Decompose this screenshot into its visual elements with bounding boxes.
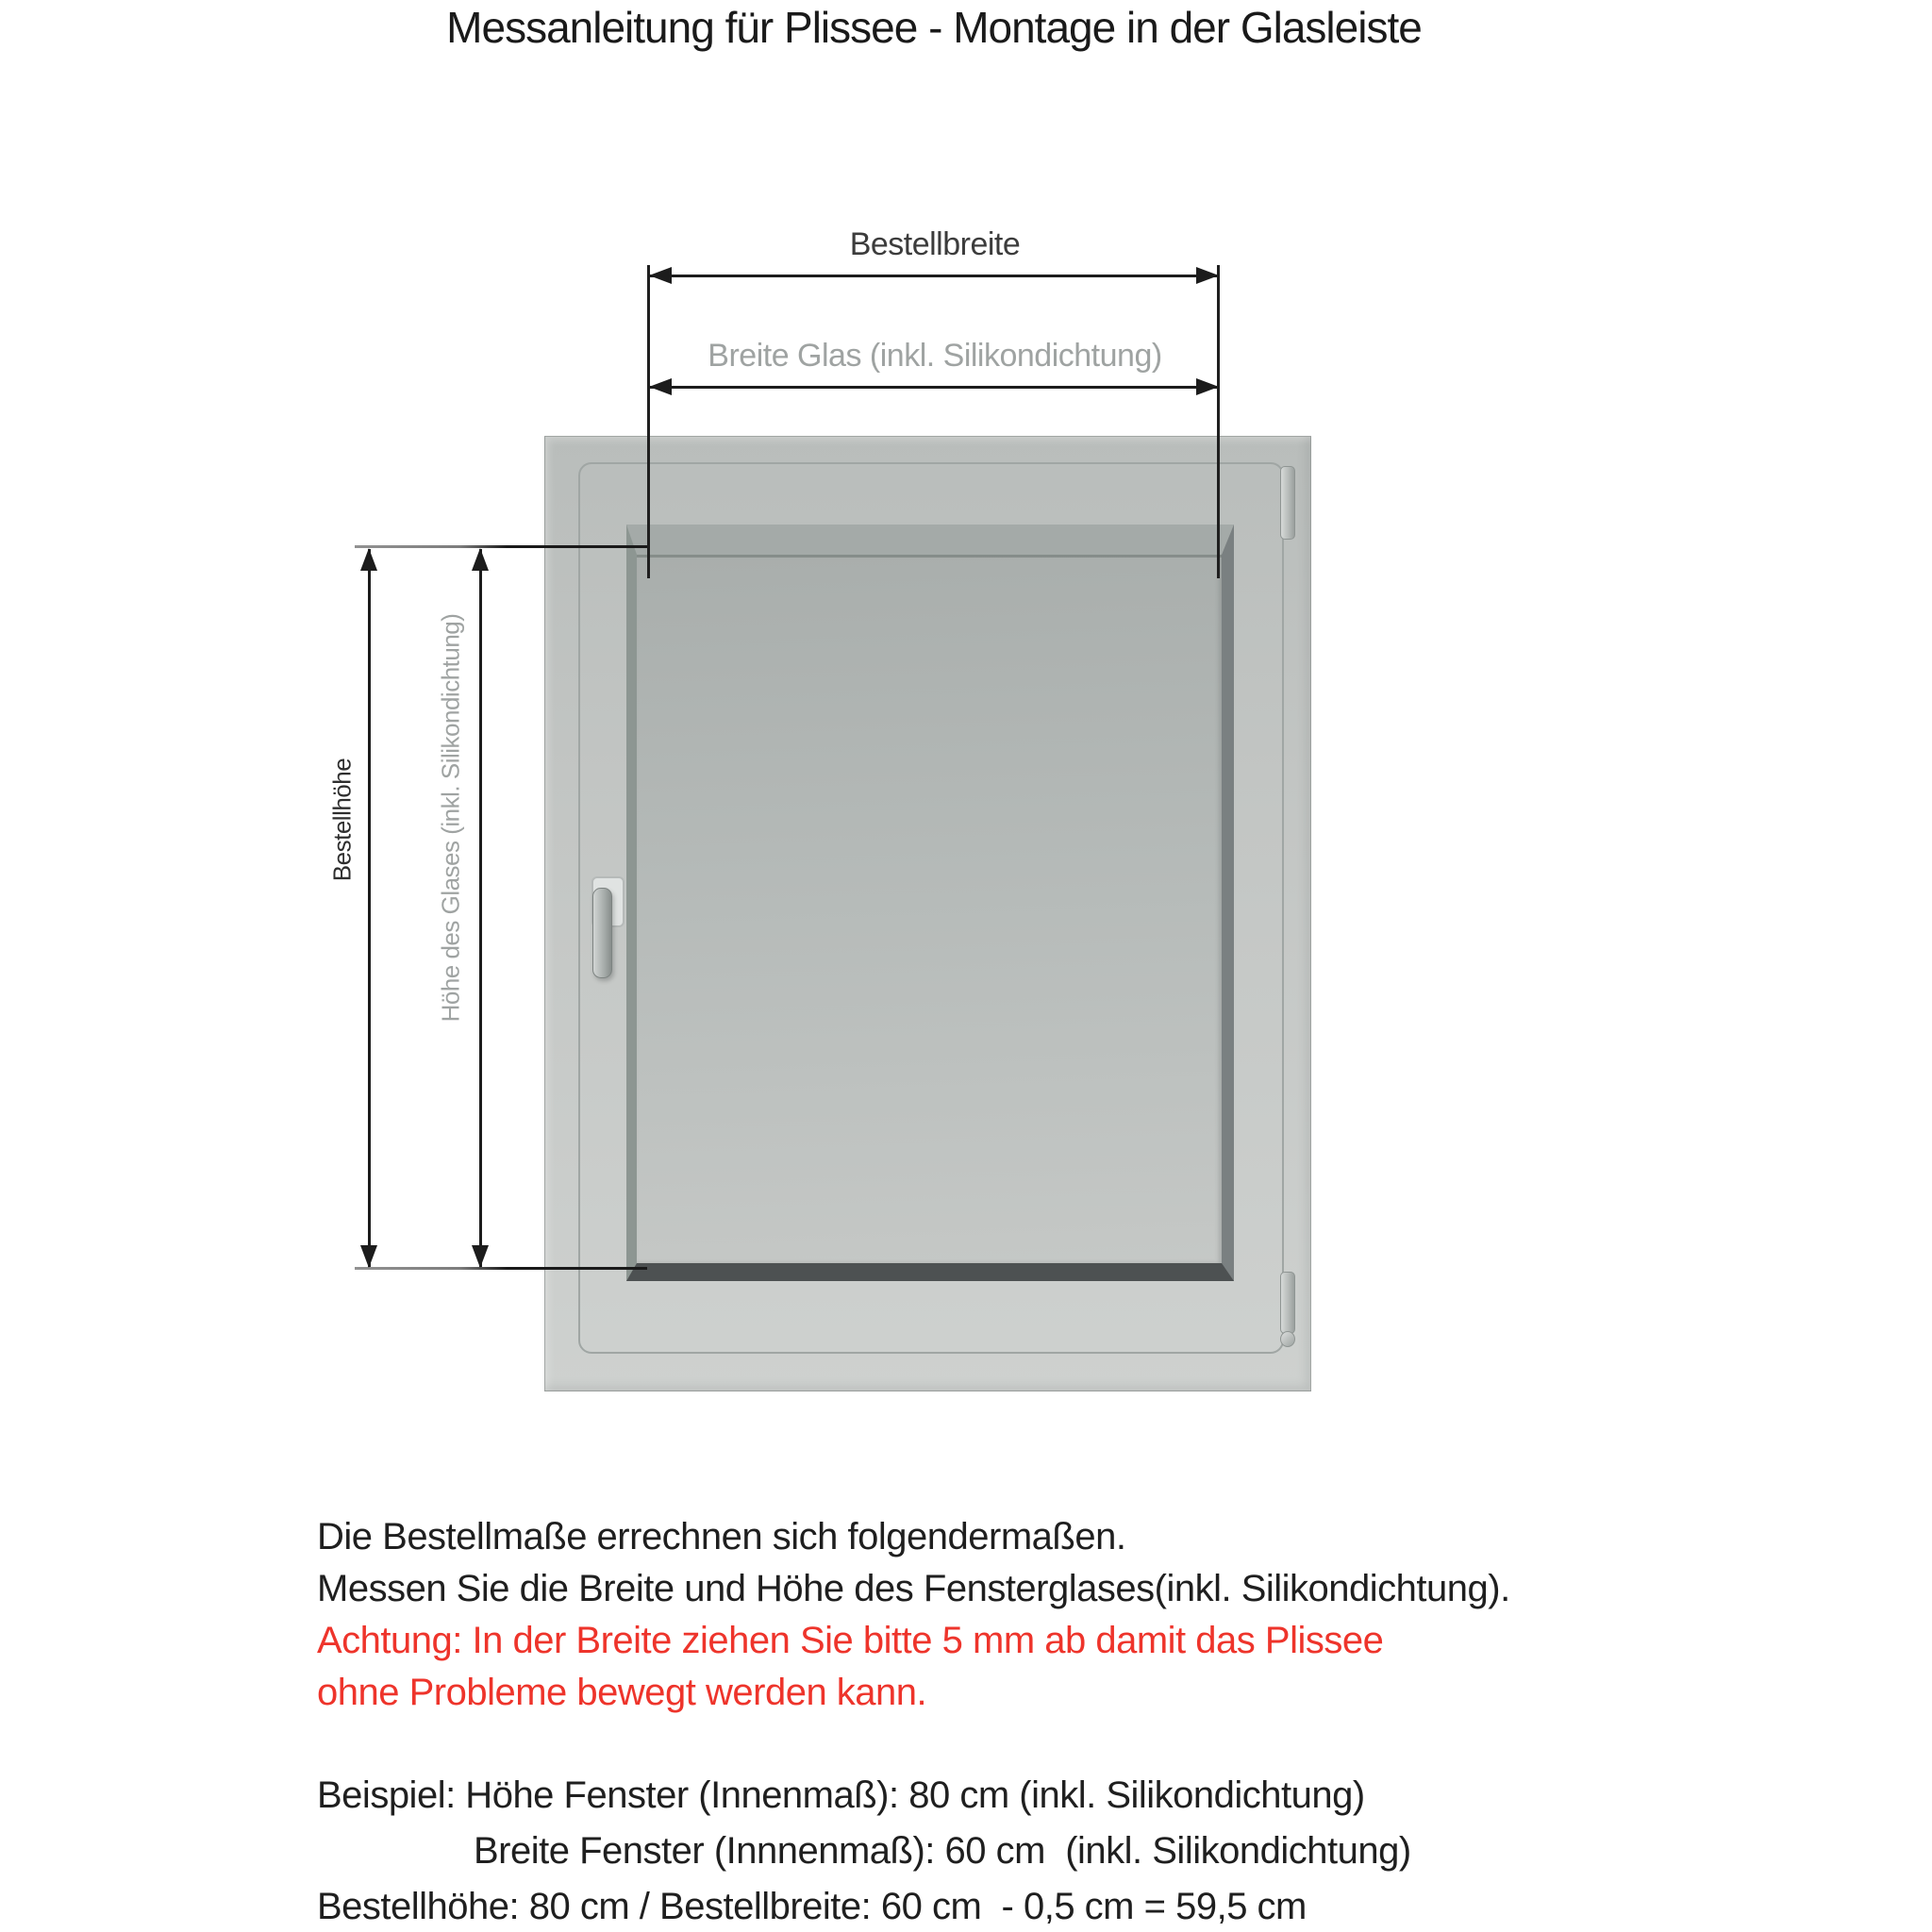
height-extension-line-top bbox=[355, 545, 647, 548]
hinge-bottom-cap bbox=[1280, 1331, 1295, 1347]
example-line: Beispiel: Höhe Fenster (Innenmaß): 80 cm (inkl. Silikondichtung) bbox=[317, 1774, 1365, 1816]
hinge-top bbox=[1280, 466, 1295, 540]
glass-height-dimension-line bbox=[479, 549, 482, 1267]
warning-line: Achtung: In der Breite ziehen Sie bitte 5 mm ab damit das Plissee bbox=[317, 1620, 1384, 1661]
hinge-bottom bbox=[1280, 1272, 1295, 1334]
window-handle bbox=[592, 888, 612, 978]
arrowhead-down-icon bbox=[472, 1245, 489, 1268]
instruction-line: Die Bestellmaße errechnen sich folgendermaßen. bbox=[317, 1516, 1126, 1557]
glass-width-label: Breite Glas (inkl. Silikondichtung) bbox=[708, 338, 1162, 374]
order-width-dimension-line bbox=[650, 275, 1218, 277]
width-extension-line-left bbox=[647, 265, 650, 578]
order-width-label: Bestellbreite bbox=[849, 226, 1021, 262]
arrowhead-right-icon bbox=[1196, 378, 1219, 395]
arrowhead-left-icon bbox=[649, 378, 672, 395]
example-line: Bestellhöhe: 80 cm / Bestellbreite: 60 cm - 0,5 cm = 59,5 cm bbox=[317, 1886, 1307, 1927]
arrowhead-down-icon bbox=[360, 1245, 377, 1268]
instruction-line: Messen Sie die Breite und Höhe des Fensterglases(inkl. Silikondichtung). bbox=[317, 1568, 1510, 1609]
instructions-block bbox=[317, 1511, 1732, 1719]
page-title: Messanleitung für Plissee - Montage in der Glasleiste bbox=[446, 3, 1422, 52]
arrowhead-up-icon bbox=[360, 548, 377, 571]
example-block bbox=[317, 1768, 1751, 1932]
order-height-dimension-line bbox=[368, 549, 371, 1267]
glass-height-label: Höhe des Glases (inkl. Silikondichtung) bbox=[436, 613, 465, 1023]
arrowhead-right-icon bbox=[1196, 267, 1219, 284]
arrowhead-left-icon bbox=[649, 267, 672, 284]
example-line: Breite Fenster (Innnenmaß): 60 cm (inkl. Silikondichtung) bbox=[474, 1830, 1411, 1872]
arrowhead-up-icon bbox=[472, 548, 489, 571]
height-extension-line-bottom bbox=[355, 1267, 647, 1270]
warning-line: ohne Probleme bewegt werden kann. bbox=[317, 1672, 927, 1713]
width-extension-line-right bbox=[1217, 265, 1220, 578]
window-glass-with-glazing-bead bbox=[626, 525, 1234, 1281]
order-height-label: Bestellhöhe bbox=[327, 758, 357, 882]
glass-width-dimension-line bbox=[650, 386, 1218, 389]
